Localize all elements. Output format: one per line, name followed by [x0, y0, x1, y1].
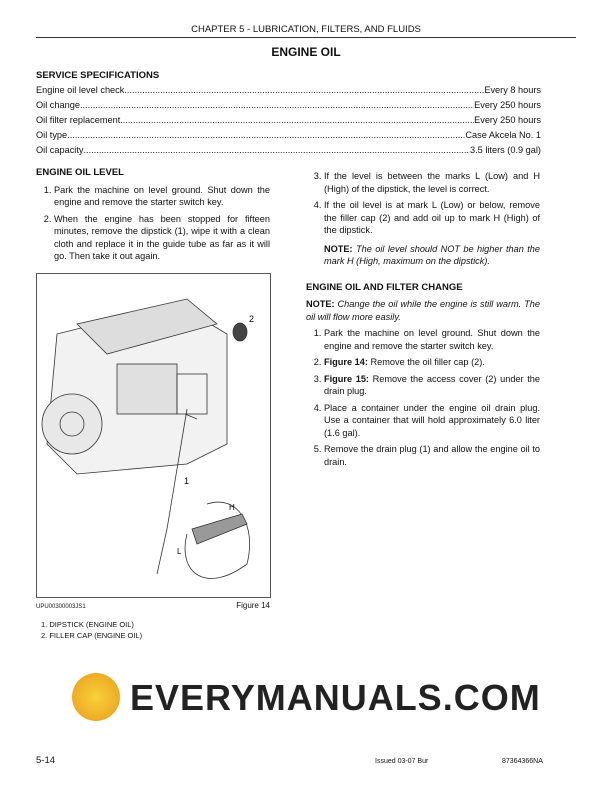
change-step-2: 2. Figure 14: Remove the oil filler cap (2). [324, 356, 540, 369]
page-number: 5-14 [36, 755, 56, 766]
change-heading: ENGINE OIL AND FILTER CHANGE [306, 281, 463, 293]
change-note: NOTE: Change the oil while the engine is still warm. The oil will flow more easily. [306, 299, 540, 322]
figure-caption [36, 600, 270, 613]
callout-h: H [229, 502, 235, 512]
change-step-1: 1. Park the machine on level ground. Shut down the engine and remove the starter switch key. [324, 327, 540, 352]
engine-drawing [37, 274, 270, 597]
spec-row [36, 113, 541, 128]
spec-label: Oil type [36, 130, 68, 140]
level-note: NOTE: The oil level should NOT be higher than the mark H (High, maximum on the dipstick). [324, 243, 540, 266]
spec-row [36, 128, 541, 143]
callout-2: 2 [249, 313, 255, 324]
part-number: 87364366NA [502, 758, 543, 765]
spec-label: Engine oil level check [36, 85, 125, 95]
level-step-1: 1. Park the machine on level ground. Shut down the engine and remove the starter switch key. [54, 184, 270, 209]
watermark-logo [72, 673, 120, 721]
figure-label: Figure 14 [236, 600, 270, 610]
spec-value: Case Akcela No. 1 [465, 130, 541, 140]
level-heading: ENGINE OIL LEVEL [36, 167, 124, 178]
spec-row [36, 98, 541, 113]
spec-value: Every 250 hours [474, 115, 541, 125]
figure-id: UPU00300003JS1 [36, 603, 86, 610]
level-step-2: 2. When the engine has been stopped for fifteen minutes, remove the dipstick (1), wipe it with a clean cloth and replace it in the guide tube as far as it will go. Then take it out again. [54, 213, 270, 263]
right-column [306, 166, 540, 472]
callout-1: 1 [184, 475, 190, 486]
change-step-5: 5. Remove the drain plug (1) and allow the engine oil to drain. [324, 443, 540, 468]
figure-14-engine-illustration [36, 273, 271, 598]
spec-value: Every 8 hours [484, 85, 541, 95]
level-step-3: 3. If the level is between the marks L (Low) and H (High) of the dipstick, the level is correct. [324, 170, 540, 195]
watermark: EVERYMANUALS.COM [130, 677, 541, 718]
spec-value: 3.5 liters (0.9 gal) [470, 145, 541, 155]
chapter-header: CHAPTER 5 - LUBRICATION, FILTERS, AND FLUIDS [36, 24, 576, 38]
change-step-4: 4. Place a container under the engine oil drain plug. Use a container that will hold approximately 6.0 liter (1.6 gal). [324, 402, 540, 440]
service-specifications [36, 70, 541, 158]
issue-date: Issued 03-07 Bur [375, 758, 429, 765]
spec-label: Oil filter replacement [36, 115, 121, 125]
spec-row [36, 143, 541, 158]
specs-heading: SERVICE SPECIFICATIONS [36, 70, 160, 81]
spec-label: Oil capacity [36, 145, 84, 155]
legend-item: 1. DIPSTICK (ENGINE OIL) [41, 619, 134, 629]
figure-legend [41, 619, 270, 641]
level-step-4: 4. If the oil level is at mark L (Low) or below, remove the filler cap (2) and add oil up to mark H (High) of the dipstick. [324, 199, 540, 237]
page-title: ENGINE OIL [271, 45, 341, 59]
callout-l: L [177, 546, 182, 556]
spec-row [36, 83, 541, 98]
spec-label: Oil change [36, 100, 80, 110]
spec-value: Every 250 hours [474, 100, 541, 110]
change-step-3: 3. Figure 15: Remove the access cover (2) under the drain plug. [324, 373, 540, 398]
left-column [36, 167, 270, 641]
legend-item: 2. FILLER CAP (ENGINE OIL) [41, 630, 143, 640]
